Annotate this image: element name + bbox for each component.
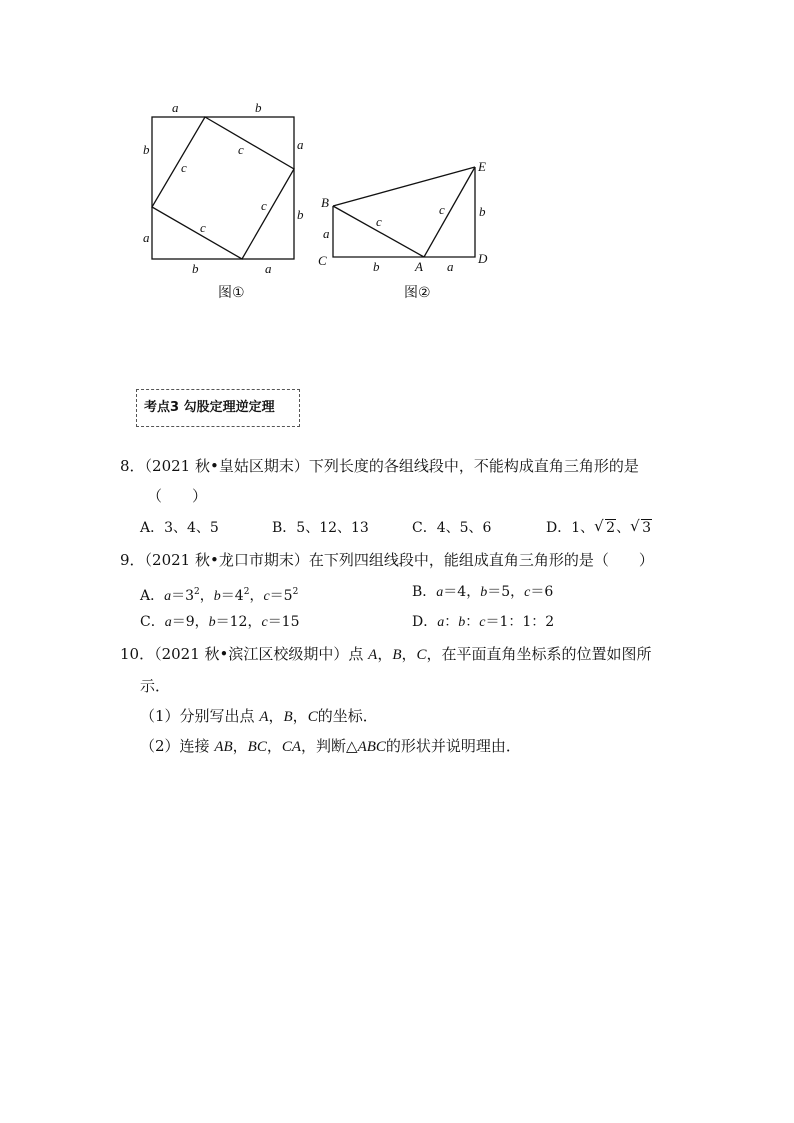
q9-option-d — [412, 612, 554, 633]
fig2-label-b-bottom: b — [373, 259, 380, 274]
separator: ， — [401, 645, 417, 663]
q8-option-c: C．4、5、6 — [412, 520, 492, 536]
var-b: b — [213, 589, 221, 604]
value: ＝15 — [267, 614, 300, 630]
separator: ， — [232, 737, 248, 755]
separator: ， — [268, 707, 284, 725]
q10-stem-line2: 示． — [140, 677, 171, 695]
separator: ， — [266, 737, 282, 755]
outer-square — [152, 117, 294, 259]
point-A: A — [259, 709, 269, 725]
fig1-label-top-b: b — [255, 100, 262, 115]
exponent: 2 — [292, 587, 299, 597]
separator: ， — [249, 588, 264, 604]
q9-option-a — [140, 582, 298, 607]
fig2-point-E: E — [478, 159, 486, 174]
q10-sub1-pre: （1）分别写出点 — [140, 707, 260, 725]
sqrt-3: √ 3 — [630, 517, 651, 536]
var-c: c — [524, 585, 531, 600]
fig2-label-a-bottom: a — [447, 259, 454, 274]
q8-paren: （ ） — [147, 487, 208, 505]
value: ＝4， — [443, 584, 481, 600]
var-c: c — [263, 589, 270, 604]
sqrt-2: √ 2 — [594, 517, 616, 536]
triangle-ABC: ABC — [357, 739, 386, 755]
option-letter: D． — [412, 614, 438, 630]
value: ＝6 — [530, 584, 554, 600]
q10-sub2-pre: （2）连接 — [140, 737, 215, 755]
fig1-label-right-b: b — [297, 207, 304, 222]
segment-CA: CA — [281, 739, 302, 755]
var-a: a — [437, 615, 445, 630]
fig1-label-top-a: a — [172, 100, 179, 115]
option-letter: A． — [140, 588, 165, 604]
var-c: c — [261, 615, 268, 630]
trapezoid-sides — [333, 167, 475, 257]
var-b: b — [208, 615, 216, 630]
fig1-caption: 图① — [218, 285, 245, 301]
segment-AE — [424, 167, 475, 257]
q8-option-d-prefix: D．1、 — [546, 520, 595, 536]
point-C: C — [416, 647, 427, 663]
exponent: 2 — [194, 587, 200, 597]
separator: ： — [465, 614, 480, 630]
fig2-label-c-right: c — [439, 202, 445, 217]
fig2-point-C: C — [318, 253, 327, 268]
exponent: 2 — [243, 587, 250, 597]
var-a: a — [164, 615, 172, 630]
separator: ， — [377, 645, 393, 663]
value: ＝1：1：2 — [485, 614, 555, 630]
fig2-label-a-left: a — [323, 226, 330, 241]
q10-stem-pre: 10．（2021 秋•滨江区校级期中）点 — [120, 645, 369, 663]
fig1-label-right-a: a — [297, 137, 304, 152]
inner-square — [152, 117, 294, 259]
q10-stem — [120, 644, 652, 665]
figures-canvas — [0, 0, 794, 320]
point-C: C — [307, 709, 318, 725]
var-a: a — [436, 585, 444, 600]
fig1-label-left-a: a — [143, 230, 150, 245]
figure-1 — [152, 117, 294, 259]
q10-sub2-post: 的形状并说明理由． — [385, 737, 521, 755]
fig2-label-b-right: b — [479, 204, 486, 219]
point-B: B — [283, 709, 293, 725]
section-heading: 考点3 勾股定理逆定理 — [136, 389, 300, 427]
q10-sub1-post: 的坐标． — [317, 707, 378, 725]
q10-sub2-mid: ，判断△ — [301, 737, 358, 755]
fig1-label-c-right: c — [261, 198, 267, 213]
value: ＝3 — [171, 588, 195, 604]
q8-option-d — [546, 518, 652, 538]
q10-sub1 — [140, 706, 378, 727]
point-B: B — [392, 647, 402, 663]
option-letter: B． — [412, 584, 437, 600]
q8-option-d-sep: 、 — [616, 520, 631, 536]
var-b: b — [480, 585, 488, 600]
value: ＝9， — [171, 614, 209, 630]
var-a: a — [164, 589, 172, 604]
fig1-label-left-b: b — [143, 142, 150, 157]
var-b: b — [458, 615, 466, 630]
fig1-label-bottom-a: a — [265, 261, 272, 276]
separator: ， — [199, 588, 214, 604]
separator: ， — [292, 707, 308, 725]
q9-option-b — [412, 582, 553, 603]
q9-stem: 9．（2021 秋•龙口市期末）在下列四组线段中，能组成直角三角形的是（ ） — [120, 551, 654, 569]
fig1-label-c-bottom: c — [200, 220, 206, 235]
fig2-point-A: A — [415, 259, 423, 274]
fig2-label-c-left: c — [376, 214, 382, 229]
fig1-label-c-top: c — [238, 142, 244, 157]
q8-option-d-radicand-2: 3 — [642, 520, 651, 536]
q8-option-d-radicand-1: 2 — [606, 520, 616, 536]
value: ＝12， — [215, 614, 262, 630]
value: ＝4 — [220, 588, 244, 604]
separator: ： — [444, 614, 459, 630]
q10-stem-post: ，在平面直角坐标系的位置如图所 — [426, 645, 652, 663]
fig2-point-B: B — [321, 195, 329, 210]
value: ＝5， — [487, 584, 525, 600]
fig1-label-c-left: c — [181, 160, 187, 175]
q8-option-b: B．5、12、13 — [272, 520, 369, 536]
segment-BE — [333, 167, 475, 206]
fig2-point-D: D — [478, 251, 488, 266]
q9-option-c — [140, 612, 300, 633]
segment-BC: BC — [247, 739, 267, 755]
q8-option-a: A．3、4、5 — [140, 520, 219, 536]
figure-2 — [333, 167, 475, 257]
option-letter: C． — [140, 614, 165, 630]
segment-AB: AB — [214, 739, 233, 755]
value: ＝5 — [269, 588, 293, 604]
var-c: c — [479, 615, 486, 630]
q8-stem: 8．（2021 秋•皇姑区期末）下列长度的各组线段中，不能构成直角三角形的是 — [120, 457, 639, 475]
fig2-caption: 图② — [404, 285, 431, 301]
point-A: A — [368, 647, 378, 663]
q10-sub2 — [140, 736, 521, 757]
fig1-label-bottom-b: b — [192, 261, 199, 276]
